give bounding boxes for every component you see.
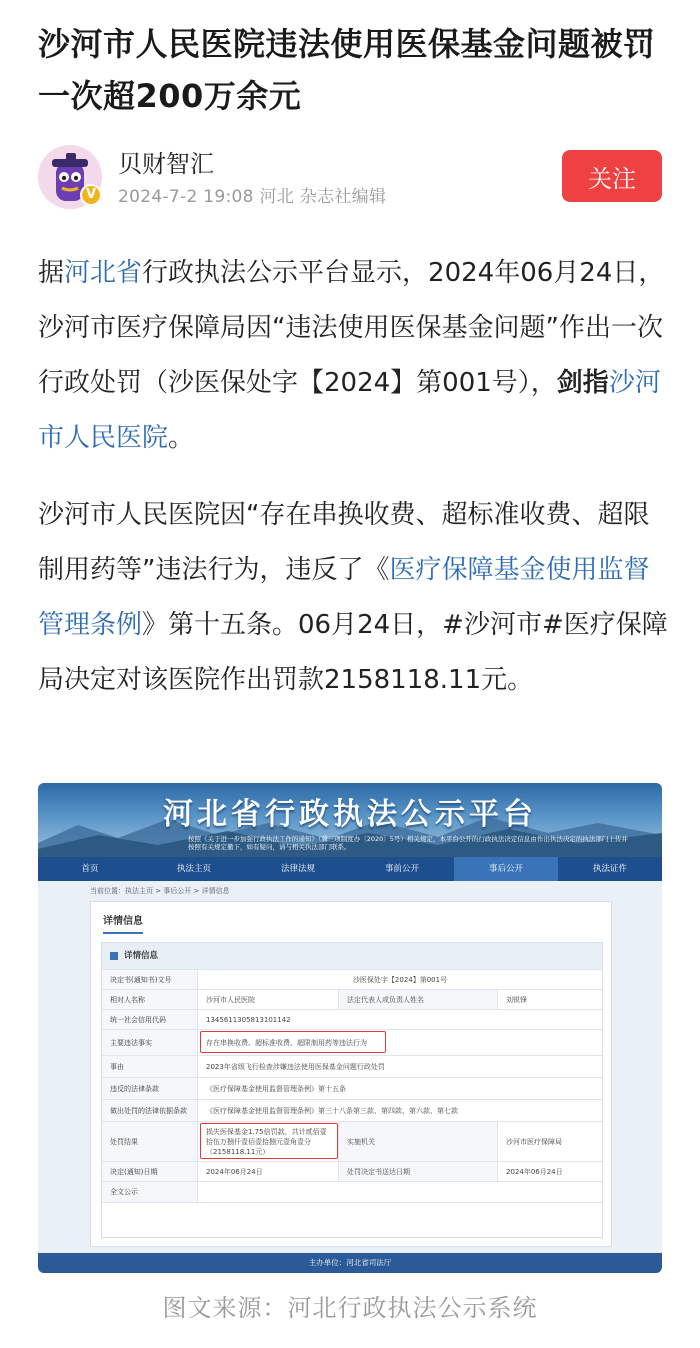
reason-label: 事由 <box>102 1056 198 1077</box>
detail-table <box>101 942 603 1238</box>
paragraph-2 <box>38 488 668 708</box>
article-title: 沙河市人民医院违法使用医保基金问题被罚一次超200万余元 <box>38 25 656 115</box>
table-row <box>102 1099 602 1121</box>
result-highlight-box <box>200 1123 338 1159</box>
result-value: 损失医保基金1.75倍罚款，共计贰佰壹拾伍万捌仟壹佰壹拾捌元壹角壹分（2158118.11元） <box>206 1127 327 1156</box>
rep-value: 刘锐锋 <box>506 995 527 1004</box>
table-row <box>102 1055 602 1077</box>
violated-label: 违反的法律条款 <box>102 1078 198 1099</box>
table-row <box>102 1121 602 1161</box>
date-label: 决定(通知)日期 <box>102 1162 198 1181</box>
credit-label: 统一社会信用代码 <box>102 1010 198 1029</box>
link-regulation[interactable]: 医疗保障基金使用监督管理条例 <box>38 555 650 640</box>
section-marker-icon <box>110 952 118 960</box>
doc-no-label: 决定书(通知书)文号 <box>102 970 198 989</box>
credit-value: 1345611305813101142 <box>206 1015 291 1024</box>
full-text-value[interactable] <box>198 1182 602 1202</box>
paragraph-text: 沙河市人民医院因“存在串换收费、超标准收费、超限制用药等”违法行为，违反了《 <box>38 500 650 585</box>
facts-label: 主要违法事实 <box>102 1030 198 1055</box>
nav-pre-disclosure[interactable]: 事前公开 <box>384 864 419 874</box>
post-meta: 2024-7-2 19:08 河北 杂志社编辑 <box>118 187 387 207</box>
facts-highlight-box <box>200 1031 386 1053</box>
platform-notice: 按照《关于进一步加强行政执法工作的通知》（冀三项制度办〔2020〕5号）相关规定，本平台公开的行政执法决定信息由作出执法决定的执法部门上传并按照有关规定撤下，如有疑问，请与相关执法部门联系。 <box>188 835 628 851</box>
party-label: 相对人名称 <box>102 990 198 1009</box>
nav-enforcement-home[interactable]: 执法主页 <box>176 864 211 874</box>
violated-value: 《医疗保障基金使用监督管理条例》第十五条 <box>206 1084 346 1093</box>
agency-value: 沙河市医疗保障局 <box>506 1137 562 1146</box>
expire-label: 处罚决定书送达日期 <box>338 1162 498 1181</box>
link-hospital[interactable]: 沙河市人民医院 <box>38 368 661 453</box>
result-label: 处罚结果 <box>102 1122 198 1161</box>
nav-home[interactable]: 首页 <box>81 864 99 874</box>
nav-post-disclosure[interactable]: 事后公开 <box>454 857 558 881</box>
paragraph-1 <box>38 246 668 466</box>
author-name[interactable]: 贝财智汇 <box>118 150 214 178</box>
paragraph-text: 行政执法公示平台显示，2024年06月24日，沙河市医疗保障局因“违法使用医保基金问题”作出一次行政处罚（沙医保处字【2024】第001号）， <box>38 258 665 398</box>
basis-value: 《医疗保障基金使用监督管理条例》第三十八条第三款、第四款、第六款、第七款 <box>206 1106 458 1115</box>
agency-label: 实施机关 <box>338 1122 498 1161</box>
full-text-label: 全文公示 <box>102 1182 198 1202</box>
date-value: 2024年06月24日 <box>206 1167 263 1176</box>
paragraph-bold-text: 剑指 <box>556 368 609 398</box>
facts-value: 存在串换收费、超标准收费、超限制用药等违法行为 <box>206 1038 367 1047</box>
reason-value: 2023年省级飞行检查涉嫌违法使用医保基金问题行政处罚 <box>206 1062 385 1071</box>
verified-badge: V <box>80 184 102 206</box>
table-row <box>102 989 602 1009</box>
paragraph-text: 》第十五条。06月24日，#沙河市#医疗保障局决定对该医院作出罚款2158118.11元。 <box>38 610 668 695</box>
follow-button[interactable]: 关注 <box>562 150 662 202</box>
expire-value: 2024年06月24日 <box>506 1167 563 1176</box>
detail-table-title: 详情信息 <box>124 951 159 961</box>
platform-nav <box>38 857 662 881</box>
table-row <box>102 1077 602 1099</box>
table-row <box>102 1161 602 1181</box>
paragraph-text: 。 <box>168 423 195 453</box>
rep-label: 法定代表人或负责人姓名 <box>338 990 498 1009</box>
link-hebei[interactable]: 河北省 <box>64 258 143 288</box>
detail-panel <box>90 901 612 1247</box>
embedded-screenshot[interactable] <box>38 783 662 1273</box>
paragraph-text: 据 <box>38 258 65 288</box>
author-row <box>38 142 668 212</box>
breadcrumb: 当前位置：执法主页 > 事后公开 > 详情信息 <box>90 887 230 895</box>
basis-label: 做出处罚的法律依据条款 <box>102 1100 198 1121</box>
platform-title: 河北省行政执法公示平台 <box>163 797 537 832</box>
nav-laws[interactable]: 法律法规 <box>280 864 315 874</box>
platform-banner <box>38 783 662 857</box>
nav-certificates[interactable]: 执法证件 <box>592 864 627 874</box>
platform-footer: 主办单位：河北省司法厅 <box>38 1253 662 1273</box>
table-row <box>102 1009 602 1029</box>
party-value: 沙河市人民医院 <box>206 995 255 1004</box>
table-row <box>102 969 602 989</box>
image-caption: 图文来源：河北行政执法公示系统 <box>162 1294 538 1322</box>
detail-table-header <box>102 943 602 969</box>
panel-tab-detail[interactable]: 详情信息 <box>103 912 143 934</box>
doc-no-value: 沙医保处字【2024】第001号 <box>352 975 448 984</box>
table-row <box>102 1181 602 1203</box>
